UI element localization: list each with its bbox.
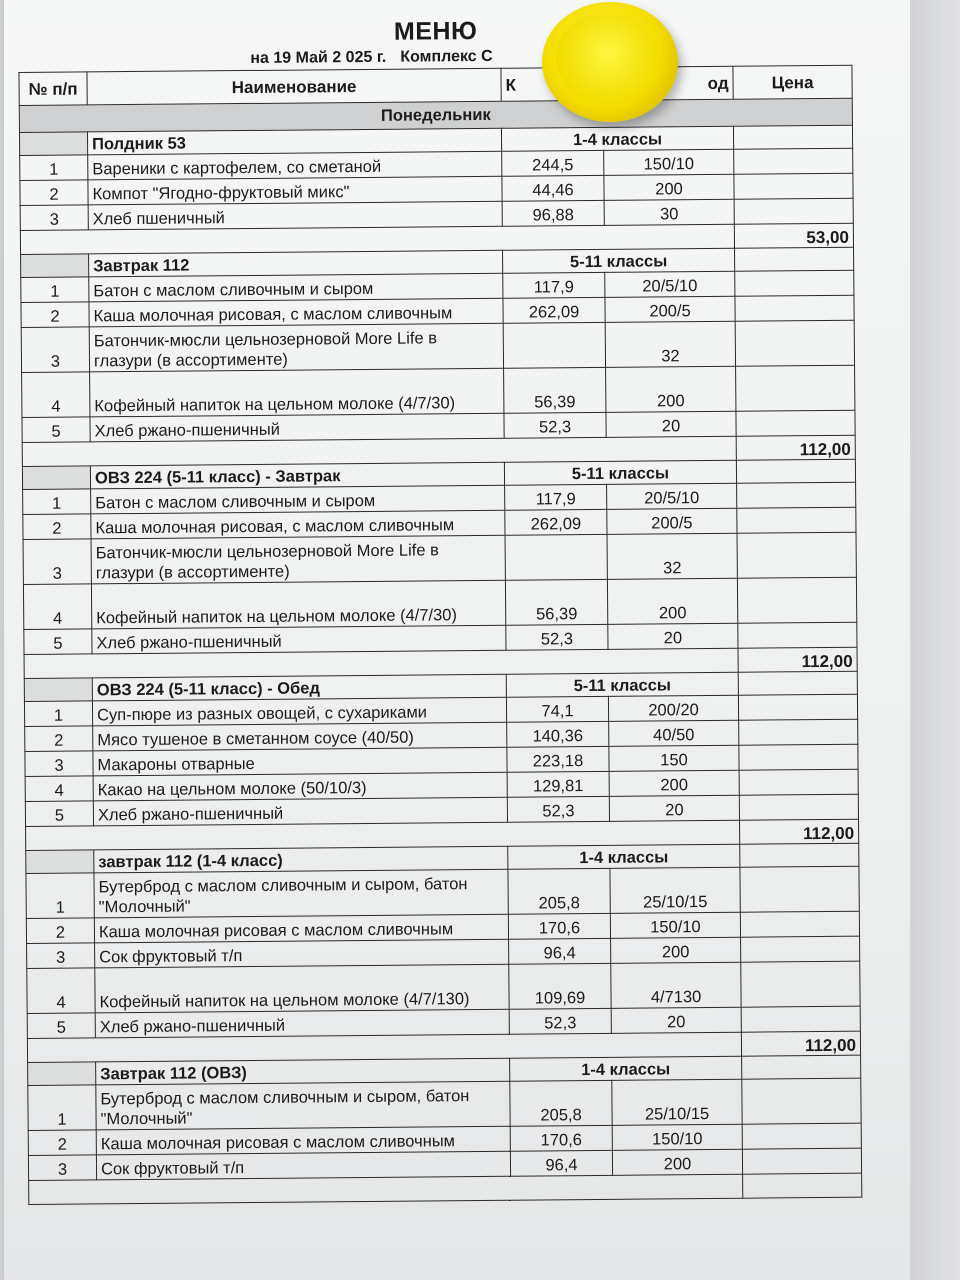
section-total: 112,00 (736, 435, 855, 460)
item-price (734, 198, 853, 224)
item-kcal: 205,8 (510, 1080, 612, 1126)
item-number: 1 (26, 873, 94, 919)
item-kcal: 74,1 (506, 696, 608, 722)
item-output: 200 (607, 578, 737, 624)
item-kcal: 56,39 (505, 579, 607, 625)
section-num-cell (26, 850, 94, 874)
item-kcal: 262,09 (505, 509, 607, 535)
section-classes: 5-11 классы (504, 460, 736, 485)
section-classes: 5-11 классы (503, 248, 735, 273)
item-price (740, 911, 859, 937)
item-output: 32 (607, 533, 737, 579)
item-name: Бутерброд с маслом сливочным и сыром, батон "Молочный" (94, 869, 508, 918)
header-output: од (603, 66, 733, 100)
item-kcal: 205,8 (508, 868, 610, 914)
section-title: ОВЗ 224 (5-11 класс) - Обед (92, 674, 506, 701)
item-price (738, 694, 857, 720)
header-kcal: К (501, 67, 603, 101)
item-output: 20 (606, 411, 736, 437)
table-row (23, 532, 856, 584)
item-number: 3 (23, 539, 91, 585)
item-price (737, 577, 856, 623)
section-num-cell (19, 132, 87, 156)
item-name: Вареники с картофелем, со сметаной (88, 151, 502, 180)
section-price-cell (733, 125, 852, 149)
item-output: 200/20 (608, 695, 738, 721)
item-price (738, 622, 857, 648)
section-classes: 1-4 классы (508, 844, 740, 869)
item-output: 200/5 (605, 296, 735, 322)
item-kcal: 56,39 (504, 367, 606, 413)
item-kcal: 52,3 (507, 796, 609, 822)
item-output: 20 (608, 623, 738, 649)
item-number: 2 (26, 918, 94, 944)
item-kcal: 223,18 (507, 746, 609, 772)
item-price (739, 744, 858, 770)
item-price (735, 320, 854, 366)
section-num-cell (21, 254, 89, 278)
item-name: Суп-пюре из разных овощей, с сухариками (92, 697, 506, 726)
item-number: 5 (24, 629, 92, 655)
table-row (26, 866, 859, 918)
yellow-magnet (542, 2, 678, 122)
item-number: 4 (25, 776, 93, 802)
item-price (742, 1078, 861, 1124)
item-price (736, 365, 855, 411)
section-num-cell (22, 466, 90, 490)
item-name: Кофейный напиток на цельном молоке (4/7/30) (90, 368, 504, 417)
section-price-cell (736, 459, 855, 483)
section-price-cell (735, 247, 854, 271)
item-output: 20/5/10 (607, 483, 737, 509)
item-price (742, 1123, 861, 1149)
item-output: 150/10 (604, 149, 734, 175)
item-number: 2 (28, 1130, 96, 1156)
item-output: 150/10 (612, 1124, 742, 1150)
section-total: 53,00 (734, 223, 853, 248)
item-kcal: 52,3 (506, 624, 608, 650)
table-body (19, 98, 862, 1204)
item-kcal: 96,88 (502, 200, 604, 226)
item-price (735, 295, 854, 321)
item-name: Батончик-мюсли цельнозерновой More Life в глазури (в ассортименте) (89, 323, 503, 372)
item-number: 1 (21, 277, 89, 303)
menu-document (18, 13, 863, 1205)
item-name: Мясо тушеное в сметанном соусе (40/50) (93, 722, 507, 751)
item-price (737, 507, 856, 533)
wall-background (910, 0, 960, 1280)
section-price-cell (738, 671, 857, 695)
item-kcal: 117,9 (505, 484, 607, 510)
item-price (739, 769, 858, 795)
item-kcal (503, 322, 605, 368)
item-output: 30 (604, 199, 734, 225)
item-kcal: 52,3 (504, 412, 606, 438)
section-num-cell (28, 1062, 96, 1086)
item-output: 200 (606, 366, 736, 412)
page-title: МЕНЮ (393, 16, 478, 46)
header-name: Наименование (87, 68, 501, 105)
item-price (737, 532, 856, 578)
item-price (741, 1006, 860, 1032)
table-row (23, 577, 856, 629)
item-name: Каша молочная рисовая, с маслом сливочным (89, 298, 503, 327)
section-title: завтрак 112 (1-4 класс) (94, 846, 508, 873)
section-num-cell (24, 678, 92, 702)
item-number: 2 (20, 180, 88, 206)
item-number: 1 (28, 1085, 96, 1131)
item-number: 3 (27, 943, 95, 969)
item-name: Каша молочная рисовая с маслом сливочным (94, 914, 508, 943)
item-number: 3 (28, 1155, 96, 1181)
section-total: 112,00 (738, 647, 857, 672)
item-output: 150 (609, 745, 739, 771)
item-kcal: 109,69 (509, 963, 611, 1009)
item-number: 3 (21, 327, 89, 373)
section-classes: 1-4 классы (510, 1056, 742, 1081)
item-kcal: 129,81 (507, 771, 609, 797)
table-row (21, 320, 854, 372)
item-number: 1 (24, 701, 92, 727)
table-row (22, 365, 855, 417)
item-name: Каша молочная рисовая с маслом сливочным (96, 1126, 510, 1155)
item-price (740, 866, 859, 912)
item-output: 20 (611, 1007, 741, 1033)
menu-table (18, 65, 862, 1205)
item-name: Кофейный напиток на цельном молоке (4/7/130) (95, 964, 509, 1013)
item-price (741, 936, 860, 962)
item-number: 5 (27, 1013, 95, 1039)
item-kcal: 244,5 (502, 150, 604, 176)
item-name: Сок фруктовый т/п (96, 1151, 510, 1180)
item-name: Батон с маслом сливочным и сыром (89, 273, 503, 302)
section-title: Завтрак 112 (89, 250, 503, 277)
complex-label: Комплекс С (400, 47, 493, 66)
item-output: 25/10/15 (612, 1079, 742, 1125)
item-number: 1 (20, 155, 88, 181)
section-total (743, 1173, 862, 1198)
item-number: 5 (22, 417, 90, 443)
item-number: 3 (20, 205, 88, 231)
item-kcal: 170,6 (510, 1125, 612, 1151)
section-total: 112,00 (740, 819, 859, 844)
item-name: Батон с маслом сливочным и сыром (91, 485, 505, 514)
table-row (27, 961, 860, 1013)
item-name: Батончик-мюсли цельнозерновой More Life в глазури (в ассортименте) (91, 535, 505, 584)
item-kcal: 170,6 (508, 913, 610, 939)
item-output: 32 (605, 321, 735, 367)
item-kcal: 96,4 (509, 938, 611, 964)
item-output: 40/50 (609, 720, 739, 746)
item-output: 20/5/10 (605, 271, 735, 297)
item-number: 3 (25, 751, 93, 777)
item-price (742, 1148, 861, 1174)
section-total: 112,00 (741, 1031, 860, 1056)
item-name: Макароны отварные (93, 747, 507, 776)
item-output: 200 (612, 1149, 742, 1175)
item-price (735, 270, 854, 296)
item-price (737, 482, 856, 508)
item-output: 200/5 (607, 508, 737, 534)
item-output: 4/7130 (611, 962, 741, 1008)
header-num: № п/п (19, 72, 87, 106)
item-name: Кофейный напиток на цельном молоке (4/7/30) (91, 580, 505, 629)
item-output: 200 (609, 770, 739, 796)
item-name: Каша молочная рисовая, с маслом сливочным (91, 510, 505, 539)
section-title: ОВЗ 224 (5-11 класс) - Завтрак (90, 462, 504, 489)
section-title: Полдник 53 (87, 128, 501, 155)
item-name: Бутерброд с маслом сливочным и сыром, батон "Молочный" (96, 1081, 510, 1130)
item-name: Хлеб ржано-пшеничный (93, 797, 507, 826)
item-price (734, 173, 853, 199)
item-kcal: 44,46 (502, 175, 604, 201)
section-price-cell (740, 843, 859, 867)
section-classes: 5-11 классы (506, 672, 738, 697)
item-number: 1 (23, 489, 91, 515)
item-price (739, 794, 858, 820)
item-number: 4 (23, 584, 91, 630)
item-name: Компот "Ягодно-фруктовый микс" (88, 176, 502, 205)
item-name: Хлеб ржано-пшеничный (92, 625, 506, 654)
item-kcal: 117,9 (503, 272, 605, 298)
day-label: Понедельник (19, 98, 852, 132)
item-number: 2 (25, 726, 93, 752)
table-row (28, 1078, 861, 1130)
item-output: 200 (604, 174, 734, 200)
item-price (739, 719, 858, 745)
item-name: Хлеб ржано-пшеничный (90, 413, 504, 442)
item-price (741, 961, 860, 1007)
item-number: 2 (21, 302, 89, 328)
section-price-cell (742, 1055, 861, 1079)
item-number: 4 (27, 968, 95, 1014)
item-name: Сок фруктовый т/п (95, 939, 509, 968)
header-price: Цена (733, 65, 852, 99)
section-title: Завтрак 112 (ОВЗ) (96, 1058, 510, 1085)
item-name: Какао на цельном молоке (50/10/3) (93, 772, 507, 801)
item-kcal (505, 534, 607, 580)
item-output: 150/10 (610, 912, 740, 938)
item-name: Хлеб пшеничный (88, 201, 502, 230)
menu-date: на 19 Май 2 025 г. (250, 48, 387, 67)
item-kcal: 96,4 (510, 1150, 612, 1176)
item-output: 200 (611, 937, 741, 963)
item-number: 4 (22, 372, 90, 418)
item-price (736, 410, 855, 436)
item-price (734, 148, 853, 174)
item-output: 20 (609, 795, 739, 821)
item-kcal: 140,36 (507, 721, 609, 747)
item-output: 25/10/15 (610, 867, 740, 913)
item-kcal: 262,09 (503, 297, 605, 323)
item-number: 5 (25, 801, 93, 827)
section-classes: 1-4 классы (501, 126, 733, 151)
item-name: Хлеб ржано-пшеничный (95, 1009, 509, 1038)
item-kcal: 52,3 (509, 1008, 611, 1034)
item-number: 2 (23, 514, 91, 540)
